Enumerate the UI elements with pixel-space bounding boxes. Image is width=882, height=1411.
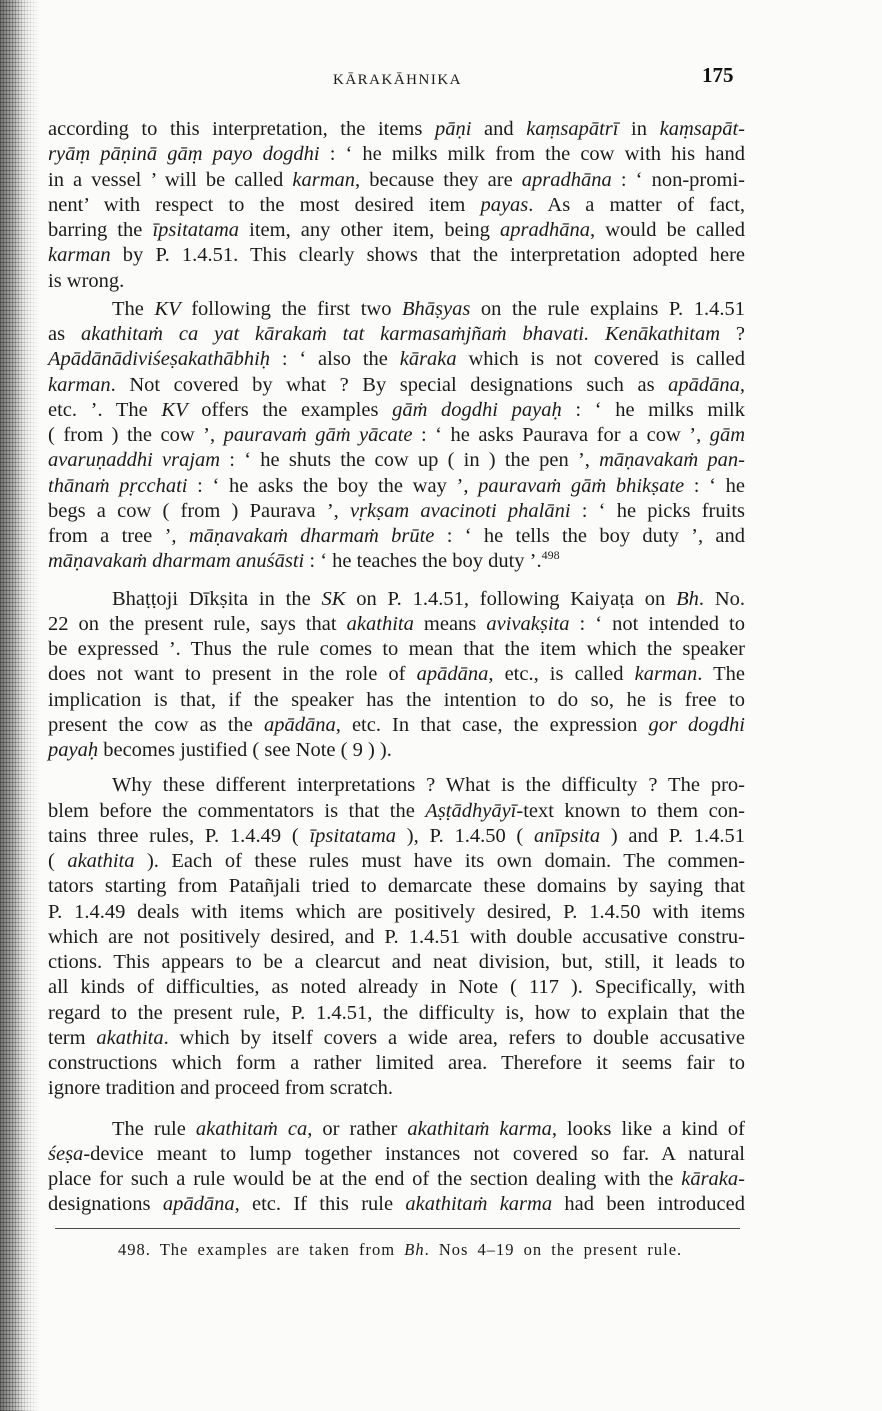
italic-text: vṛkṣam avacinoti phalāni <box>349 499 571 522</box>
text-line <box>48 499 745 524</box>
text-run: The <box>112 297 155 320</box>
footnote-number: 498. <box>118 1240 151 1259</box>
text-run: , etc. If this rule <box>234 1193 406 1216</box>
scan-edge <box>0 0 40 1411</box>
text-run: : ‘ also the <box>270 348 400 371</box>
text-line <box>48 662 745 687</box>
text-run: Why these different interpretations ? What is the difficulty ? The pro- <box>112 774 745 797</box>
text-run: The rule <box>112 1117 196 1140</box>
text-line <box>48 524 745 549</box>
text-line <box>48 474 745 499</box>
text-run: , because they are <box>355 168 522 191</box>
italic-text: kaṃsapāt- <box>659 118 745 140</box>
text-run: all kinds of difficulties, as noted already in Note ( 117 ). Specifically, with <box>48 976 745 999</box>
text-run: : ‘ not intended to <box>569 612 745 635</box>
text-run: be expressed ’. Thus the rule comes to mean that the item which the speaker <box>48 638 745 660</box>
text-line <box>48 1192 745 1217</box>
text-line <box>48 117 745 142</box>
italic-text: apādāna <box>162 1193 235 1216</box>
text-line <box>48 874 745 899</box>
text-line <box>48 1167 745 1192</box>
italic-text: thānaṁ pṛcchati <box>48 474 188 497</box>
text-line <box>48 243 745 268</box>
text-line <box>48 1142 745 1167</box>
text-run: term <box>48 1026 97 1049</box>
italic-text: śeṣa <box>48 1142 84 1165</box>
italic-text: akathitaṁ ca yat kārakaṁ tat karmasaṁjñaṁ bhavati. Kenākathitam <box>80 323 720 345</box>
text-run: : ‘ he asks Paurava for a cow ’, <box>412 424 710 446</box>
text-run: etc. ’. The <box>48 398 162 421</box>
italic-text: māṇavakaṁ pan- <box>599 449 745 472</box>
italic-text: avaruṇaddhi vrajam <box>48 449 221 472</box>
footnote-reference: 498 <box>541 548 560 563</box>
text-line <box>48 587 745 612</box>
text-run: present the cow as the <box>48 713 264 736</box>
text-line <box>48 773 745 798</box>
italic-text: avivakṣita <box>486 612 570 635</box>
italic-text: apādāna <box>416 663 489 686</box>
italic-text: ryāṃ pāṇinā gāṃ payo dogdhi <box>48 143 320 166</box>
italic-text: īpsitatama <box>152 219 240 241</box>
text-line <box>48 398 745 423</box>
text-line <box>48 269 745 294</box>
italic-text: Aṣṭādhyāyī <box>425 799 517 822</box>
text-run: offers the examples <box>187 398 393 421</box>
italic-text: pauravaṁ gāṁ bhikṣate <box>478 474 685 497</box>
text-run: ctions. This appears to be a clearcut and neat division, but, still, it leads to <box>48 951 745 973</box>
text-run: from a tree ’, <box>48 525 189 547</box>
text-run: Bhaṭṭoji Dīkṣita in the <box>112 587 322 610</box>
italic-text: gāṁ dogdhi payaḥ <box>392 398 562 421</box>
text-run: item, any other item, being <box>239 219 501 241</box>
text-run: : ‘ he milks milk from the cow with his hand <box>319 143 745 166</box>
text-run: . Not covered by what ? By special designations such as <box>110 373 669 396</box>
italic-text: KV <box>161 398 188 421</box>
text-run: : ‘ he tells the boy duty ’, and <box>434 525 746 547</box>
italic-text: apradhāna <box>500 219 591 241</box>
italic-text: SK <box>321 587 346 610</box>
paragraph <box>48 773 745 1101</box>
italic-text: gor dogdhi <box>648 713 745 736</box>
text-run: on P. 1.4.51, following Kaiyaṭa on <box>345 587 677 610</box>
text-run: blem before the commentators is that the <box>48 799 426 822</box>
italic-text: māṇavakaṁ dharmaṁ brūte <box>188 525 435 547</box>
text-run: tators starting from Patañjali tried to demarcate these domains by saying that <box>48 875 745 898</box>
text-line <box>48 218 745 243</box>
italic-text: kaṃsapātrī <box>526 118 619 140</box>
italic-text: akathitaṁ karma <box>405 1193 553 1216</box>
italic-text: māṇavakaṁ dharmam anuśāsti <box>48 550 305 573</box>
running-header: KĀRAKĀHNIKA <box>333 72 462 88</box>
text-line <box>48 950 745 975</box>
footnote <box>118 1240 682 1260</box>
italic-text: karman <box>634 663 698 686</box>
text-run: barring the <box>48 219 153 241</box>
text-run: : ‘ he milks milk <box>561 398 745 421</box>
text-run: , looks like a kind of <box>551 1117 745 1140</box>
italic-text: payas <box>480 193 529 216</box>
text-line <box>48 849 745 874</box>
text-run: 22 on the present rule, says that <box>48 612 347 635</box>
text-line <box>48 799 745 824</box>
text-line <box>48 713 745 738</box>
italic-text: apradhāna <box>521 168 612 191</box>
paragraph <box>48 1117 745 1218</box>
paragraph <box>48 297 745 575</box>
text-run: ( <box>48 850 68 872</box>
italic-text: gām <box>709 424 745 446</box>
text-line <box>48 824 745 849</box>
text-run: in <box>618 118 660 140</box>
text-run: -device meant to lump together instances not covered so far. A natural <box>83 1142 745 1165</box>
italic-text: karman <box>292 168 356 191</box>
text-run: implication is that, if the speaker has the intention to do so, he is free to <box>48 688 745 711</box>
italic-text: akathitaṁ karma <box>407 1117 552 1140</box>
text-run: ). Each of these rules must have its own domain. The commen- <box>134 850 745 872</box>
text-run: , etc. In that case, the expression <box>335 713 649 736</box>
text-run: . No. <box>698 587 745 610</box>
italic-text: akathitaṁ ca <box>195 1117 308 1140</box>
italic-text: karman <box>48 373 111 396</box>
italic-text: anīpsita <box>534 824 601 847</box>
text-run: following the first two <box>180 297 403 320</box>
text-line <box>48 1001 745 1026</box>
text-run: The examples are taken from <box>150 1240 405 1259</box>
text-line <box>48 168 745 193</box>
text-run: -text known to them con- <box>516 799 745 822</box>
text-run: tains three rules, P. 1.4.49 ( <box>48 824 310 847</box>
italic-text: karman <box>48 244 111 267</box>
italic-text: Bh <box>404 1240 425 1259</box>
text-run: : ‘ he <box>684 474 745 497</box>
text-line <box>48 1051 745 1076</box>
text-run: on the rule explains P. 1.4.51 <box>470 297 745 320</box>
paragraph <box>48 587 745 764</box>
text-run: ? <box>720 323 745 345</box>
text-line <box>48 448 745 473</box>
text-run: ignore tradition and proceed from scratch. <box>48 1077 393 1100</box>
text-run: ), P. 1.4.50 ( <box>396 824 535 847</box>
text-run: had been introduced <box>552 1193 745 1216</box>
text-run: ) and P. 1.4.51 <box>600 824 745 847</box>
text-line <box>48 193 745 218</box>
italic-text: Bhāṣyas <box>402 297 471 320</box>
text-line <box>48 347 745 372</box>
text-run: designations <box>48 1193 163 1216</box>
text-line <box>48 142 745 167</box>
text-run: : ‘ he picks fruits <box>570 499 746 522</box>
text-run: : ‘ he shuts the cow up ( in ) the pen ’, <box>220 449 600 472</box>
text-run: nent’ with respect to the most desired item <box>48 193 481 216</box>
text-line <box>48 373 745 398</box>
text-line <box>48 297 745 322</box>
italic-text: apādāna <box>263 713 336 736</box>
paragraph <box>48 117 745 294</box>
text-line <box>48 423 745 448</box>
text-run: regard to the present rule, P. 1.4.51, the difficulty is, how to explain that the <box>48 1001 745 1024</box>
text-run: . Nos 4–19 on the present rule. <box>424 1240 683 1259</box>
text-run: , or rather <box>307 1117 408 1140</box>
text-run: , etc., is called <box>488 663 635 686</box>
text-run: as <box>48 323 81 345</box>
text-run: constructions which form a rather limited area. Therefore it seems fair to <box>48 1052 745 1074</box>
text-line <box>48 1076 745 1101</box>
text-run: begs a cow ( from ) Paurava ’, <box>48 499 350 522</box>
text-line <box>48 549 745 574</box>
text-run: by P. 1.4.51. This clearly shows that the interpretation adopted here <box>110 244 745 267</box>
text-run: : ‘ he teaches the boy duty ’. <box>304 550 542 573</box>
text-run: ( from ) the cow ’, <box>48 424 224 446</box>
text-line <box>48 975 745 1000</box>
text-run: , <box>739 373 745 396</box>
text-run: and <box>471 118 527 140</box>
italic-text: Apādānādiviśeṣakathābhiḥ <box>48 348 271 371</box>
text-run: which is not covered is called <box>456 348 746 371</box>
footnote-rule <box>55 1228 740 1229</box>
text-line <box>48 925 745 950</box>
text-run: . which by itself covers a wide area, refers to double accusative <box>163 1026 745 1049</box>
italic-text: Bh <box>676 587 699 610</box>
italic-text: akathita <box>67 850 135 872</box>
text-run: . The <box>697 663 745 686</box>
text-line <box>48 1026 745 1051</box>
italic-text: pauravaṁ gāṁ yācate <box>223 424 413 446</box>
text-run: means <box>413 612 487 635</box>
italic-text: akathita <box>96 1026 164 1049</box>
text-line <box>48 688 745 713</box>
text-line <box>48 322 745 347</box>
text-run: according to this interpretation, the items <box>48 118 435 140</box>
text-run: . As a matter of fact, <box>528 193 745 216</box>
text-run: : ‘ non-promi- <box>611 168 745 191</box>
text-run: is wrong. <box>48 269 125 292</box>
text-line <box>48 1117 745 1142</box>
text-run: which are not positively desired, and P. 1.4.51 with double accusative constru- <box>48 925 745 948</box>
italic-text: KV <box>154 297 181 320</box>
text-run: place for such a rule would be at the end of the section dealing with the <box>48 1168 682 1190</box>
text-line <box>48 738 745 763</box>
italic-text: apādāna <box>668 373 740 396</box>
text-run: P. 1.4.49 deals with items which are positively desired, P. 1.4.50 with items <box>48 900 745 923</box>
body-text <box>48 117 745 1218</box>
italic-text: pāṇi <box>434 118 472 140</box>
text-run: becomes justified ( see Note ( 9 ) ). <box>98 739 392 761</box>
text-run: , would be called <box>590 219 745 241</box>
italic-text: kāraka- <box>681 1168 745 1190</box>
italic-text: akathita <box>346 612 414 635</box>
text-line <box>48 900 745 925</box>
text-line <box>48 637 745 662</box>
italic-text: īpsitatama <box>309 824 397 847</box>
italic-text: kāraka <box>399 348 457 371</box>
text-run: : ‘ he asks the boy the way ’, <box>187 474 479 497</box>
text-run: in a vessel ’ will be called <box>48 168 293 191</box>
text-line <box>48 612 745 637</box>
italic-text: payaḥ <box>48 739 99 761</box>
page-number: 175 <box>702 63 734 87</box>
text-run: does not want to present in the role of <box>48 663 417 686</box>
